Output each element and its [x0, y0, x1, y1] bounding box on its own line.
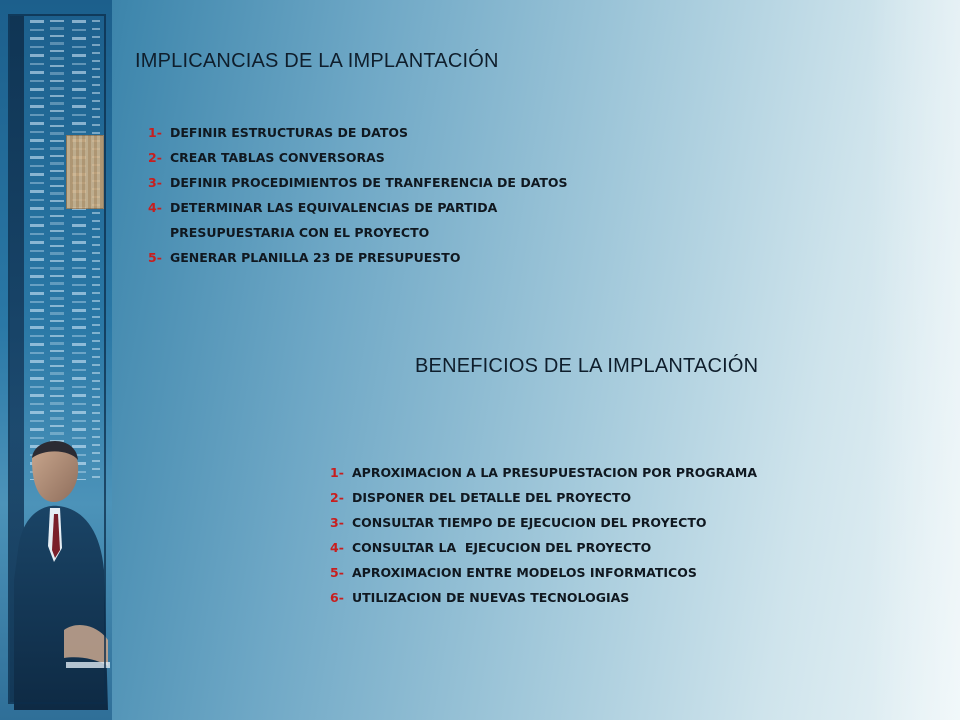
item-number: 4- — [148, 200, 162, 215]
item-number: 4- — [330, 540, 344, 555]
list-item — [330, 560, 757, 585]
item-number: 1- — [148, 125, 162, 140]
item-number: 5- — [330, 565, 344, 580]
item-text: UTILIZACION DE NUEVAS TECNOLOGIAS — [352, 590, 630, 605]
item-number: 5- — [148, 250, 162, 265]
item-text: APROXIMACION A LA PRESUPUESTACION POR PROGRAMA — [352, 465, 757, 480]
beneficios-heading: BENEFICIOS DE LA IMPLANTACIÓN — [415, 355, 759, 377]
item-text: DETERMINAR LAS EQUIVALENCIAS DE PARTIDA — [170, 200, 498, 215]
list-item — [330, 535, 757, 560]
item-number: 3- — [330, 515, 344, 530]
list-item — [148, 145, 568, 170]
beneficios-list — [330, 460, 757, 610]
implicancias-list — [148, 120, 568, 270]
list-item — [148, 195, 568, 245]
item-text: CONSULTAR TIEMPO DE EJECUCION DEL PROYECTO — [352, 515, 707, 530]
list-item — [148, 245, 568, 270]
list-item — [148, 170, 568, 195]
item-number: 1- — [330, 465, 344, 480]
background-glow — [870, 0, 960, 720]
item-number: 2- — [330, 490, 344, 505]
list-item — [330, 460, 757, 485]
item-text: DISPONER DEL DETALLE DEL PROYECTO — [352, 490, 632, 505]
implicancias-heading: IMPLICANCIAS DE LA IMPLANTACIÓN — [135, 50, 499, 72]
list-item — [330, 510, 757, 535]
list-item — [148, 120, 568, 145]
item-number: 6- — [330, 590, 344, 605]
item-text: GENERAR PLANILLA 23 DE PRESUPUESTO — [170, 250, 461, 265]
list-item — [330, 485, 757, 510]
decorative-side-strip — [0, 0, 112, 720]
list-item — [330, 585, 757, 610]
item-text-continued: PRESUPUESTARIA CON EL PROYECTO — [170, 225, 430, 240]
item-text: DEFINIR ESTRUCTURAS DE DATOS — [170, 125, 409, 140]
item-number: 3- — [148, 175, 162, 190]
item-number: 2- — [148, 150, 162, 165]
strip-frame — [8, 14, 106, 704]
item-text: DEFINIR PROCEDIMIENTOS DE TRANFERENCIA DE DATOS — [170, 175, 568, 190]
item-text: CREAR TABLAS CONVERSORAS — [170, 150, 385, 165]
item-text: CONSULTAR LA EJECUCION DEL PROYECTO — [352, 540, 652, 555]
item-text: APROXIMACION ENTRE MODELOS INFORMATICOS — [352, 565, 697, 580]
